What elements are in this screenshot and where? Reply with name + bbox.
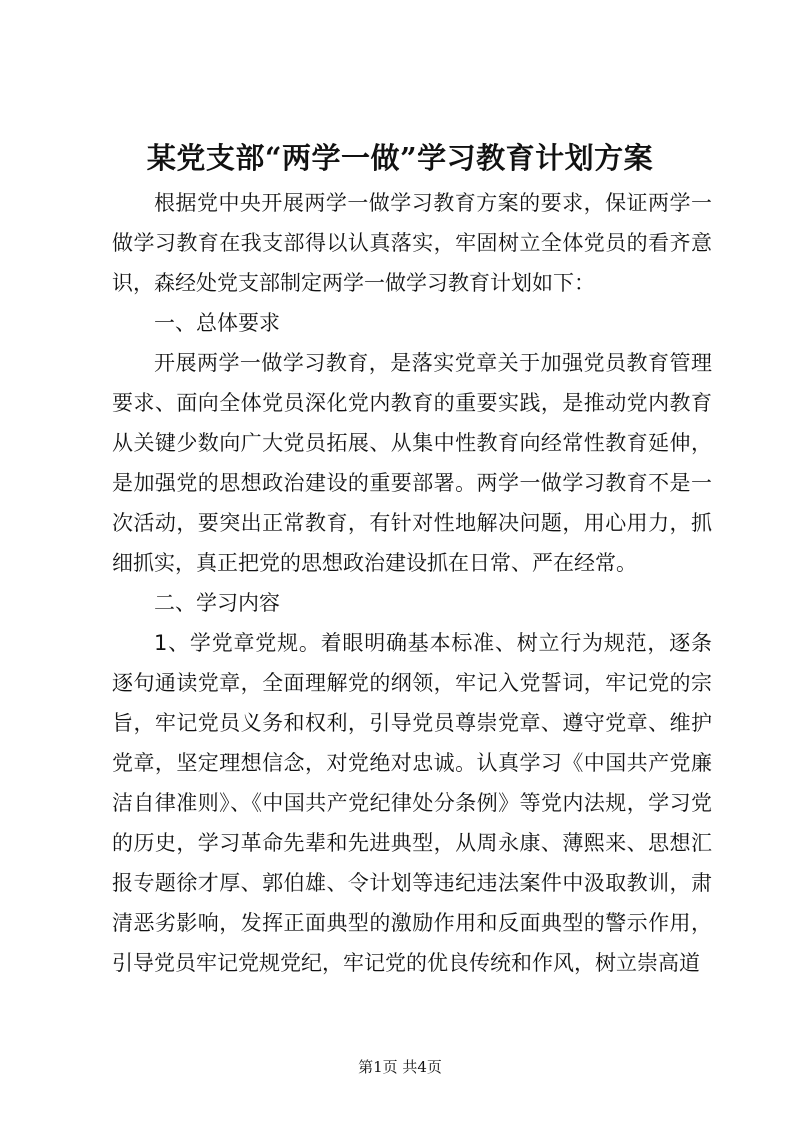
paragraph-study-party-rules: 1、学党章党规。着眼明确基本标准、树立行为规范，逐条逐句通读党章，全面理解党的纲领，牢记入党誓词，牢记党的宗旨，牢记党员义务和权利，引导党员尊崇党章、遵守党章、维护党章，坚定理想信念，对党绝对忠诚。认真学习《中国共产党廉洁自律准则》、《中国共产党纪律处分条例》等党内法规，学习党的历史，学习革命先辈和先进典型，从周永康、薄熙来、思想汇报专题徐才厚、郭伯雄、令计划等违纪违法案件中汲取教训，肃清恶劣影响，发挥正面典型的激励作用和反面典型的警示作用，引导党员牢记党规党纪，牢记党的优良传统和作风，树立崇高道 (112, 631, 712, 975)
heading-general-requirements: 一、总体要求 (154, 311, 280, 335)
paragraph-general-requirements: 开展两学一做学习教育，是落实党章关于加强党员教育管理要求、面向全体党员深化党内教育的重要实践，是推动党内教育从关键少数向广大党员拓展、从集中性教育向经常性教育延伸，是加强党的思想政治建设的重要部署。两学一做学习教育不是一次活动，要突出正常教育，有针对性地解决问题，用心用力，抓细抓实，真正把党的思想政治建设抓在日常、严在经常。 (112, 351, 712, 575)
document-title: 某党支部“两学一做”学习教育计划方案 (146, 141, 654, 175)
paragraph-intro: 根据党中央开展两学一做学习教育方案的要求，保证两学一做学习教育在我支部得以认真落实，牢固树立全体党员的看齐意识，森经处党支部制定两学一做学习教育计划如下： (112, 191, 712, 295)
page-number-footer: 第1页 共4页 (358, 1058, 442, 1076)
document-body (112, 183, 712, 983)
heading-study-content: 二、学习内容 (154, 591, 280, 615)
